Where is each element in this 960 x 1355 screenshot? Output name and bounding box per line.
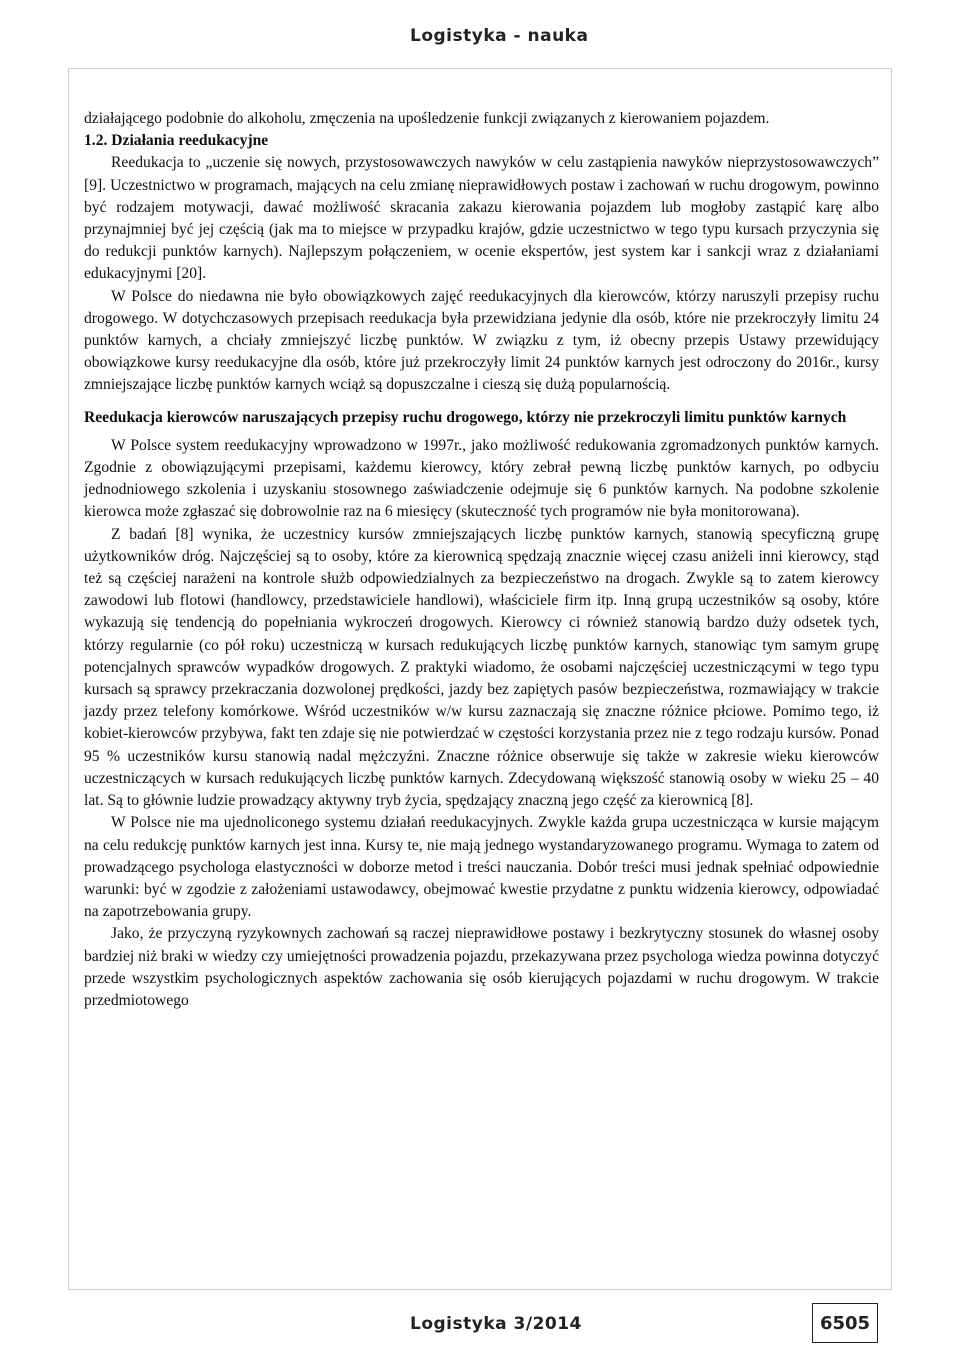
paragraph: Z badań [8] wynika, że uczestnicy kursów zmniejszających liczbę punktów karnych, stanowią specyficzną grupę użytkowników dróg. Najczęściej są to osoby, które za kierownicą spędzają znacznie więcej czasu aniżeli inni kierowcy, stąd też są częściej narażeni na kontrole służb odpowiedzialnych za bezpieczeństwo na drogach. Zwykle są to zatem kierowcy zawodowi lub flotowi (handlowcy, przedstawiciele handlowi), właściciele firm itp. Inną grupą uczestników są osoby, które wykazują się tendencją do popełniania wykroczeń drogowych. Kierowcy ci również stanowią bardzo duży odsetek tych, którzy regularnie (co pół roku) uczestniczą w kursach redukujących liczbę punktów karnych, stanowiąc tym samym grupę potencjalnych sprawców wypadków drogowych. Z praktyki wiadomo, że osobami najczęściej uczestniczącymi w tego typu kursach są sprawcy przekraczania dozwolonej prędkości, jazdy bez zapiętych pasów bezpieczeństwa, rozmawiający w trakcie jazdy przez telefony komórkowe. Wśród uczestników w/w kursu zaznaczają się znaczne różnice płciowe. Pomimo tego, iż kobiet-kierowców przybywa, fakt ten zdaje się nie potwierdzać w częstości korzystania przez nie z tego rodzaju kursów. Ponad 95 % uczestników kursu stanowią nadal mężczyźni. Znaczne różnice obserwuje się także w zakresie wieku kierowców uczestniczących w kursach redukujących liczbę punktów karnych. Zdecydowaną większość stanowią osoby w wieku 25 – 40 lat. Są to głównie ludzie prowadzący aktywny tryb życia, spędzający znaczną jego część za kierownicą [8].: [84, 525, 879, 810]
paragraph: W Polsce nie ma ujednoliconego systemu działań reedukacyjnych. Zwykle każda grupa uczestnicząca w kursie mającym na celu redukcję punktów karnych jest inna. Kursy te, nie mają jednego wystandaryzowanego programu. Wymaga to zatem od prowadzącego psychologa elastyczności w doborze metod i treści nauczania. Dobór treści musi jednak spełniać odpowiednie warunki: być w zgodzie z założeniami ustawodawcy, obejmować kwestie przydatne z punktu widzenia kierowcy, odpowiadać na zapotrzebowania grupy.: [84, 814, 879, 921]
paragraph: Jako, że przyczyną ryzykownych zachowań są raczej nieprawidłowe postawy i bezkrytyczny stosunek do własnej osoby bardziej niż braki w wiedzy czy umiejętności prowadzenia pojazdu, przekazywana przez psychologa wiedza powinna dotyczyć przede wszystkim psychologicznych aspektów zachowania się osób kierujących pojazdami w ruchu drogowym. W trakcie przedmiotowego: [84, 925, 879, 1009]
journal-footer: Logistyka 3/2014: [410, 1314, 582, 1334]
article-body: [84, 108, 879, 1012]
paragraph: W Polsce do niedawna nie było obowiązkowych zajęć reedukacyjnych dla kierowców, którzy naruszyli przepisy ruchu drogowego. W dotychczasowych przepisach reedukacja była przewidziana jedynie dla osób, które nie przekroczyły limitu 24 punktów karnych, a chciały zmniejszyć liczbę punktów. W związku z tym, iż obecny przepis Ustawy przewidujący obowiązkowe kursy reedukacyjne dla osób, które już przekroczyły limit 24 punktów karnych jest odroczony do 2016r., kursy zmniejszające liczbę punktów karnych wciąż są dopuszczalne i cieszą się dużą popularnością.: [84, 287, 879, 394]
paragraph-continuation: działającego podobnie do alkoholu, zmęczenia na upośledzenie funkcji związanych z kierowaniem pojazdem.: [84, 110, 770, 127]
subsection-heading: Reedukacja kierowców naruszających przepisy ruchu drogowego, którzy nie przekroczyli limitu punktów karnych: [84, 408, 847, 426]
paragraph: Reedukacja to „uczenie się nowych, przystosowawczych nawyków w celu zastąpienia nawyków nieprzystosowawczych” [9]. Uczestnictwo w programach, mających na celu zmianę nieprawidłowych postaw i zachowań w ruchu drogowym, powinno być rodzajem motywacji, dawać możliwość skracania zakazu kierowania pojazdem lub mogłoby zastąpić karę albo przynajmniej być jej częścią (jak ma to miejsce w przypadku krajów, gdzie uczestnictwo w tego typu kursach przyczynia się do redukcji punktów karnych). Najlepszym połączeniem, w ocenie ekspertów, jest system kar i sankcji wraz z działaniami edukacyjnymi [20].: [84, 154, 879, 283]
paragraph: W Polsce system reedukacyjny wprowadzono w 1997r., jako możliwość redukowania zgromadzonych punktów karnych. Zgodnie z obowiązującymi przepisami, każdemu kierowcy, który zebrał pewną liczbę punktów karnych, po odbyciu jednodniowego szkolenia i uzyskaniu stosownego zaświadczenie odejmuje się 6 punktów karnych. Na podobne szkolenie kierowca może zgłaszać się dobrowolnie raz na 6 miesięcy (skuteczność tych programów nie była monitorowana).: [84, 436, 879, 521]
section-heading: 1.2. Działania reedukacyjne: [84, 132, 269, 150]
page-number: 6505: [812, 1303, 878, 1343]
running-header: Logistyka - nauka: [410, 26, 589, 46]
